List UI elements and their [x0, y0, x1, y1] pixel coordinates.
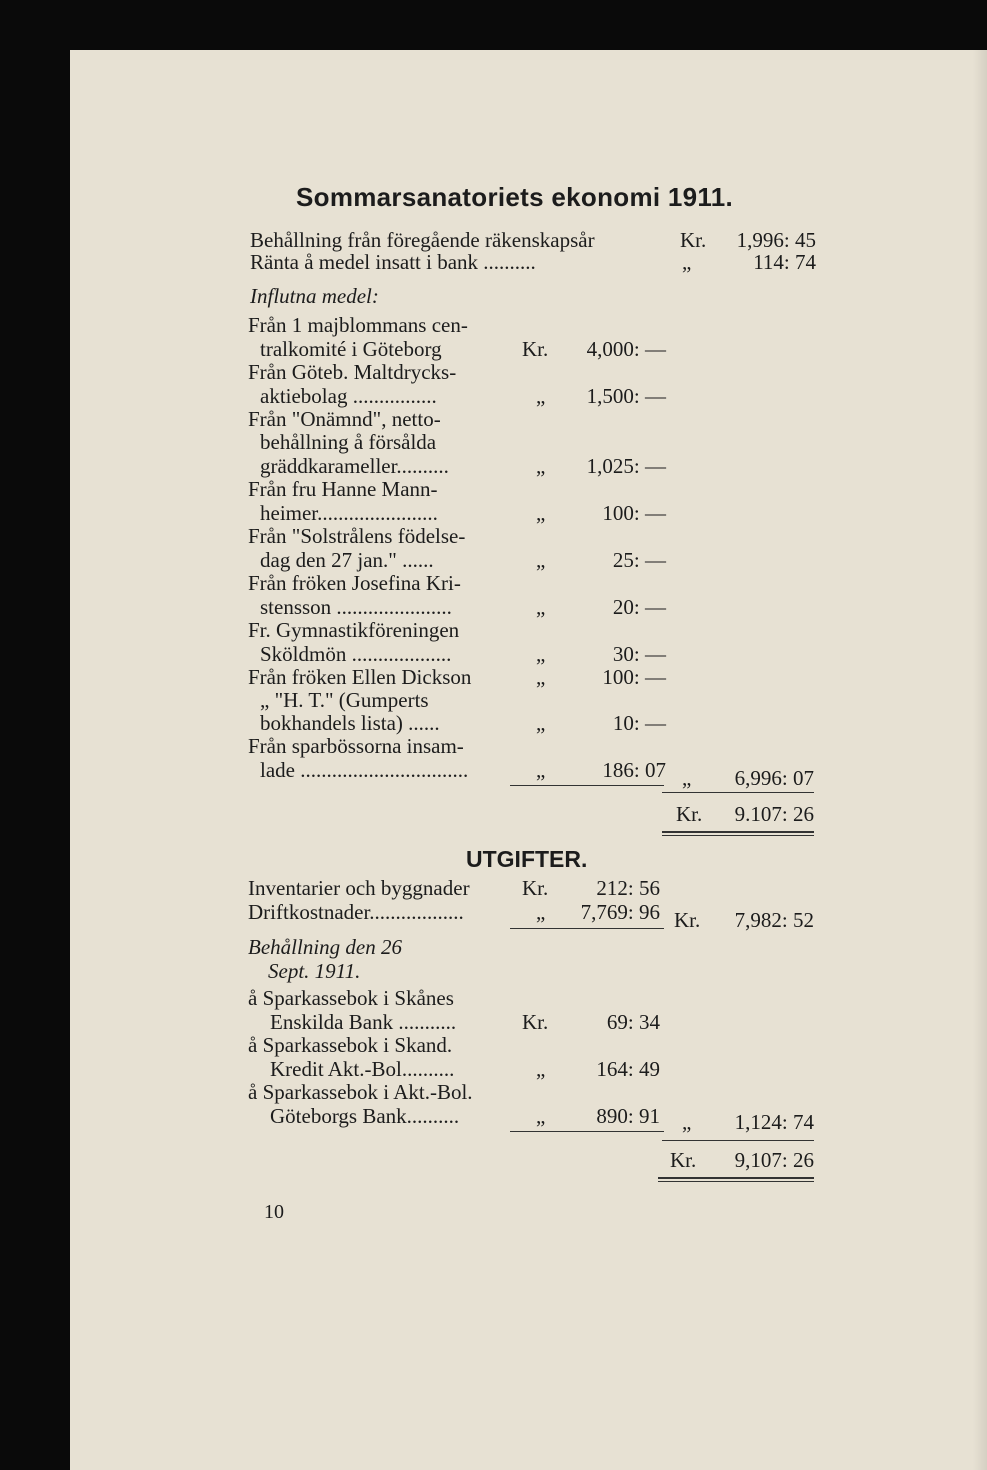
income-currency: „: [536, 501, 546, 525]
expense-amount: 212: 56: [596, 876, 660, 900]
income-line: heimer.......................: [260, 501, 438, 525]
income-line: Från fröken Josefina Kri-: [248, 571, 461, 595]
expense-currency: „: [536, 900, 546, 924]
income-line: tralkomité i Göteborg: [260, 337, 442, 361]
balance-line: Göteborgs Bank..........: [270, 1104, 460, 1128]
income-line: bokhandels lista) ......: [260, 711, 440, 735]
balance-amount: 69: 34: [606, 1010, 660, 1034]
income-amount: 20: —: [612, 595, 666, 619]
expense-subtotal: 7,982: 52: [734, 908, 814, 932]
income-currency: „: [536, 595, 546, 619]
expense-label: Inventarier och byggnader: [248, 876, 470, 900]
balance-total-double-rule-top: [658, 1177, 814, 1179]
balance-total: 9,107: 26: [734, 1148, 814, 1172]
expense-sum-rule: [510, 928, 664, 929]
expense-currency: Kr.: [522, 876, 549, 900]
income-total-currency: Kr.: [676, 802, 703, 826]
balance-line: å Sparkassebok i Skånes: [248, 986, 454, 1010]
balance-amount: 164: 49: [596, 1057, 660, 1081]
income-currency: „: [536, 454, 546, 478]
balance-line: Kredit Akt.-Bol..........: [270, 1057, 455, 1081]
balance-heading-date: Sept. 1911.: [268, 959, 361, 983]
income-line: Från "Solstrålens födelse-: [248, 524, 466, 548]
income-total: 9.107: 26: [734, 802, 814, 826]
page-title: Sommarsanatoriets ekonomi 1911.: [296, 182, 734, 212]
expense-amount: 7,769: 96: [580, 900, 660, 924]
balance-sum-rule: [510, 1131, 664, 1132]
income-amount: 1,025: —: [586, 454, 666, 478]
income-line: gräddkarameller..........: [260, 454, 449, 478]
income-line: aktiebolag ................: [260, 384, 437, 408]
income-line: Från fröken Ellen Dickson: [248, 665, 472, 689]
balance-line: å Sparkassebok i Skand.: [248, 1033, 453, 1057]
income-currency: „: [536, 758, 546, 782]
income-line: „ "H. T." (Gumperts: [260, 688, 429, 712]
balance-total-rule: [662, 1140, 814, 1141]
page-number: 10: [264, 1201, 284, 1223]
balance-currency: Kr.: [522, 1010, 549, 1034]
income-line: Sköldmön ...................: [260, 642, 452, 666]
income-line: stensson ......................: [260, 595, 452, 619]
balance-subtotal-currency: „: [682, 1110, 692, 1134]
expenses-heading: UTGIFTER.: [466, 846, 588, 872]
income-amount: 100: —: [602, 501, 666, 525]
income-currency: „: [536, 548, 546, 572]
balance-amount: 890: 91: [596, 1104, 660, 1128]
balance-total-currency: Kr.: [670, 1148, 697, 1172]
income-amount: 30: —: [612, 642, 666, 666]
income-amount: 1,500: —: [586, 384, 666, 408]
income-total-double-rule-bottom: [662, 835, 814, 836]
opening-currency-2: „: [682, 250, 692, 274]
income-currency: Kr.: [522, 337, 549, 361]
opening-label-1: Behållning från föregående räkenskapsår: [250, 228, 595, 252]
income-heading: Influtna medel:: [250, 284, 379, 308]
balance-line: Enskilda Bank ...........: [270, 1010, 457, 1034]
expense-label: Driftkostnader..................: [248, 900, 464, 924]
income-amount: 4,000: —: [586, 337, 666, 361]
balance-currency: „: [536, 1104, 546, 1128]
income-amount: 100: —: [602, 665, 666, 689]
income-sum-rule: [510, 785, 664, 786]
expense-subtotal-currency: Kr.: [674, 908, 701, 932]
income-line: behållning å försålda: [260, 430, 437, 454]
income-line: Från 1 majblommans cen-: [248, 313, 468, 337]
balance-line: å Sparkassebok i Akt.-Bol.: [248, 1080, 473, 1104]
income-amount: 25: —: [612, 548, 666, 572]
income-currency: „: [536, 711, 546, 735]
income-amount: 186: 07: [602, 758, 666, 782]
income-amount: 10: —: [612, 711, 666, 735]
opening-amount-1: 1,996: 45: [736, 228, 816, 252]
opening-amount-2: 114: 74: [753, 250, 816, 274]
balance-total-double-rule-bottom: [658, 1181, 814, 1182]
income-subtotal: 6,996: 07: [734, 766, 814, 790]
income-total-rule: [662, 792, 814, 793]
income-line: lade ................................: [260, 758, 469, 782]
balance-subtotal: 1,124: 74: [734, 1110, 814, 1134]
income-currency: „: [536, 642, 546, 666]
income-line: Fr. Gymnastikföreningen: [248, 618, 460, 642]
income-line: Från fru Hanne Mann-: [248, 477, 438, 501]
book-page: [70, 50, 987, 1470]
income-total-double-rule-top: [662, 831, 814, 833]
balance-currency: „: [536, 1057, 546, 1081]
income-line: Från "Onämnd", netto-: [248, 407, 441, 431]
income-subtotal-currency: „: [682, 766, 692, 790]
income-currency: „: [536, 384, 546, 408]
opening-label-2: Ränta å medel insatt i bank ..........: [250, 250, 536, 274]
income-line: dag den 27 jan." ......: [260, 548, 434, 572]
balance-heading: Behållning den 26: [248, 935, 402, 959]
income-line: Från Göteb. Maltdrycks-: [248, 360, 457, 384]
income-line: Från sparbössorna insam-: [248, 734, 464, 758]
income-currency: „: [536, 665, 546, 689]
opening-currency-1: Kr.: [680, 228, 707, 252]
